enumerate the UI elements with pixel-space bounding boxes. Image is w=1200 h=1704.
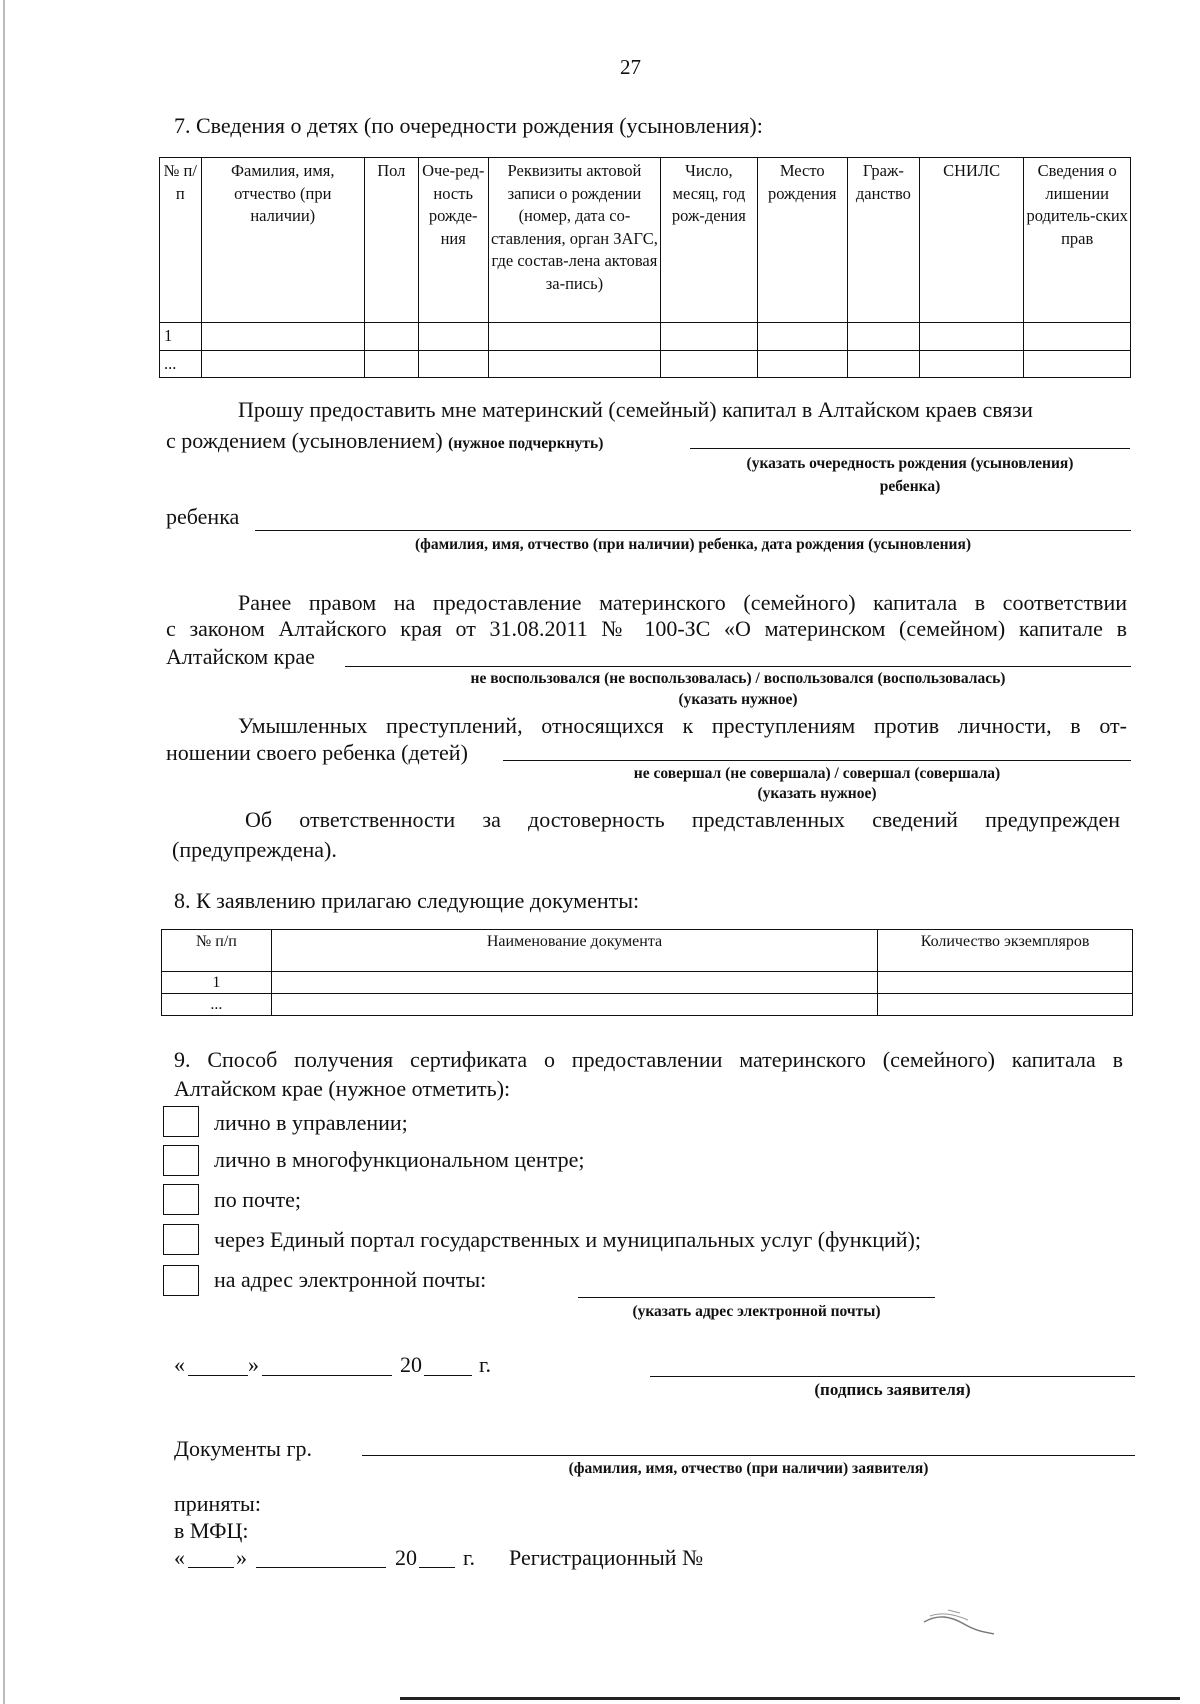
table-cell[interactable] [757,323,847,351]
table-cell[interactable] [271,994,877,1016]
accepted-label: приняты: [174,1491,261,1516]
email-input-line[interactable] [578,1297,935,1298]
table-row [162,972,1133,994]
checkbox-post[interactable] [163,1184,199,1215]
col-birth-place: Место рождения [757,158,847,323]
table-cell[interactable] [847,323,919,351]
col-document-name: Наименование документа [271,930,877,972]
table-cell[interactable] [418,350,488,378]
col-copies: Количество экземпляров [878,930,1133,972]
table-cell[interactable] [878,994,1133,1016]
date-month-line[interactable] [262,1375,392,1376]
table-cell[interactable] [1024,323,1131,351]
col-birth-order: Оче-ред-ность рожде-ния [418,158,488,323]
documents-from-label: Документы гр. [174,1436,312,1461]
table-cell[interactable] [661,350,757,378]
request-line1: Прошу предоставить мне материнский (семейный) капитал в Алтайском краев связи [238,397,1033,422]
col-parental-rights: Сведения о лишении родитель-ских прав [1024,158,1131,323]
section9-line2: Алтайском крае (нужное отметить): [174,1076,511,1101]
previous-line3: Алтайском крае [166,644,315,669]
mfc-date-month-line[interactable] [256,1567,386,1568]
previous-line1: Ранее правом на предоставление материнского (семейного) капитала в соответствии [238,590,1127,615]
email-hint: (указать адрес электронной почты) [632,1303,881,1320]
col-birth-date: Число, месяц, год рож-дения [661,158,757,323]
table-cell[interactable] [488,350,660,378]
handwritten-mark-icon [920,1604,1000,1640]
option-gosuslugi: через Единый портал государственных и муниципальных услуг (функций); [214,1227,921,1252]
crimes-line2: ношении своего ребенка (детей) [166,740,468,765]
col-citizenship: Граж-данство [847,158,919,323]
mfc-date-quote-open: « [174,1545,185,1570]
child-input-line[interactable] [255,530,1131,531]
scan-edge-bottom [400,1697,1180,1700]
table-cell[interactable] [757,350,847,378]
signature-line[interactable] [650,1376,1135,1377]
mfc-date-day-line[interactable] [188,1567,234,1568]
documents-table [161,929,1133,1016]
checkbox-mfc[interactable] [163,1145,199,1176]
responsibility-line2: (предупреждена). [172,837,337,862]
crimes-hint-a: не совершал (не совершала) / совершал (совершала) [633,765,1001,782]
checkbox-in-office[interactable] [163,1106,199,1137]
order-hint-1: (указать очередность рождения (усыновления) [746,455,1074,472]
row-number: ... [162,994,272,1016]
table-cell[interactable] [919,350,1024,378]
registration-number-label: Регистрационный № [509,1545,704,1570]
option-in-office: лично в управлении; [214,1110,408,1135]
row-number: 1 [160,323,202,351]
crimes-line1: Умышленных преступлений, относящихся к преступлениям против личности, в от- [238,713,1127,738]
scan-edge-left [3,0,5,1704]
table-cell[interactable] [364,323,418,351]
table-cell[interactable] [364,350,418,378]
date-quote-close: » [248,1352,259,1377]
table-row [162,994,1133,1016]
checkbox-email[interactable] [163,1265,199,1296]
option-email: на адрес электронной почты: [214,1267,487,1292]
date-year-suffix: г. [479,1352,492,1377]
table-cell[interactable] [201,323,364,351]
date-year-line[interactable] [424,1375,472,1376]
col-snils: СНИЛС [919,158,1024,323]
row-number: 1 [162,972,272,994]
option-post: по почте; [214,1187,302,1212]
section7-heading: 7. Сведения о детях (по очередности рождения (усыновления): [174,113,763,138]
table-row [160,323,1131,351]
page-number: 27 [620,55,641,79]
table-cell[interactable] [488,323,660,351]
previous-input-line[interactable] [345,666,1131,667]
table-cell[interactable] [271,972,877,994]
responsibility-line1: Об ответственности за достоверность представленных сведений предупрежден [245,807,1120,832]
date-year-prefix: 20 [400,1352,422,1377]
table-cell[interactable] [201,350,364,378]
col-full-name: Фамилия, имя, отчество (при наличии) [201,158,364,323]
col-sex: Пол [364,158,418,323]
mfc-date-year-suffix: г. [463,1545,476,1570]
order-hint-2: ребенка) [879,478,941,495]
request-line2-main: с рождением (усыновлением) [166,428,443,453]
child-hint: (фамилия, имя, отчество (при наличии) ребенка, дата рождения (усыновления) [414,536,972,553]
previous-hint-a: не воспользовался (не воспользовалась) / воспользовался (воспользовалась) [470,670,1006,687]
table-row [160,350,1131,378]
col-number: № п/п [160,158,202,323]
table-cell[interactable] [1024,350,1131,378]
request-line2-note: (нужное подчеркнуть) [448,435,604,452]
mfc-date-year-prefix: 20 [395,1545,417,1570]
crimes-hint-b: (указать нужное) [757,785,877,802]
section9-line1: 9. Способ получения сертификата о предоставлении материнского (семейного) капитала в [174,1047,1123,1072]
mfc-label: в МФЦ: [174,1518,249,1543]
request-line2 [166,428,603,457]
mfc-date-quote-close: » [236,1545,247,1570]
col-birth-record: Реквизиты актовой записи о рождении (номер, дата со-ставления, орган ЗАГС, где состав-лена актовая за-пись) [488,158,660,323]
table-cell[interactable] [919,323,1024,351]
signature-hint: (подпись заявителя) [814,1380,971,1399]
col-number: № п/п [162,930,272,972]
applicant-name-hint: (фамилия, имя, отчество (при наличии) заявителя) [568,1460,929,1477]
table-cell[interactable] [878,972,1133,994]
mfc-date-year-line[interactable] [419,1567,455,1568]
crimes-input-line[interactable] [503,760,1131,761]
table-cell[interactable] [418,323,488,351]
table-cell[interactable] [661,323,757,351]
date-quote-open: « [174,1352,185,1377]
table-cell[interactable] [847,350,919,378]
order-input-line[interactable] [690,448,1130,449]
section8-heading: 8. К заявлению прилагаю следующие документы: [174,888,640,913]
row-number: ... [160,350,202,378]
child-label: ребенка [166,504,240,529]
date-day-line[interactable] [188,1375,248,1376]
option-mfc: лично в многофункциональном центре; [214,1147,585,1172]
children-table [159,157,1131,378]
previous-hint-b: (указать нужное) [678,691,798,708]
previous-line2: с законом Алтайского края от 31.08.2011 № 100-ЗС «О материнском (семейном) капитале в [166,616,1127,641]
checkbox-gosuslugi[interactable] [163,1224,199,1255]
applicant-name-line[interactable] [362,1455,1135,1456]
